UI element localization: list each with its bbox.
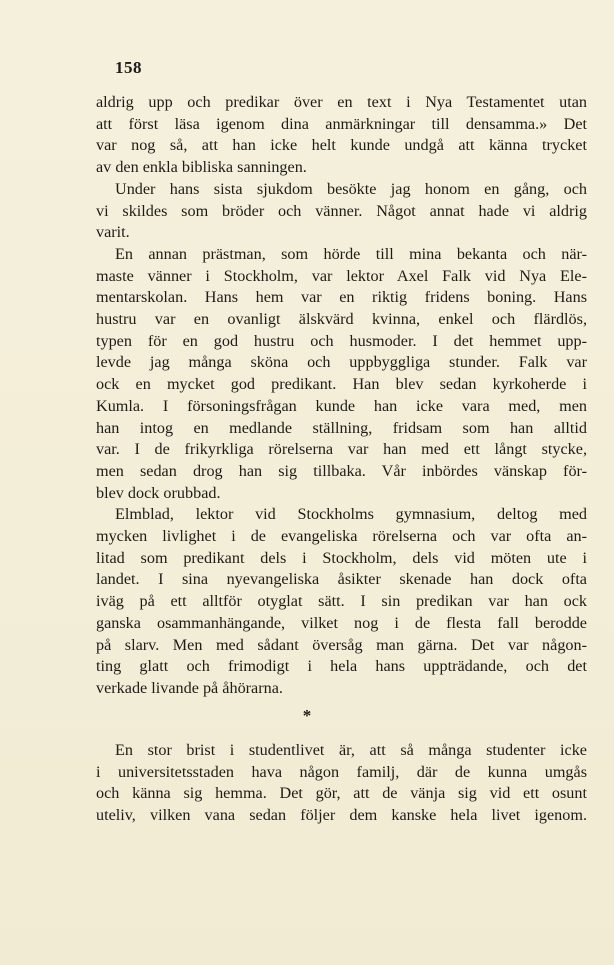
paragraph-line: han intog en medlande ställning, fridsam som han alltid [96, 418, 587, 437]
paragraph-line: av den enkla bibliska sanningen. [96, 158, 307, 177]
paragraph-line: Kumla. I försoningsfrågan kunde han icke vara med, men [96, 396, 587, 415]
paragraph-line: men sedan drog han sig tillbaka. Vår inbördes vänskap för- [96, 461, 587, 480]
paragraph-line: ock en mycket god predikant. Han blev sedan kyrkoherde i [96, 375, 587, 394]
paragraph-line: var. I de frikyrkliga rörelserna var han med ett långt stycke, [96, 440, 587, 459]
paragraph-line: litad som predikant dels i Stockholm, dels vid möten ute i [96, 548, 587, 567]
paragraph-line: varit. [96, 223, 130, 242]
paragraph-line: att först läsa igenom dina anmärkningar till densamma.» Det [96, 114, 587, 133]
paragraph-line: En annan prästman, som hörde till mina bekanta och när- [115, 244, 587, 263]
paragraph-line: ting glatt och frimodigt i hela hans uppträdande, och det [96, 657, 587, 676]
page-number: 158 [115, 58, 142, 77]
paragraph-line: En stor brist i studentlivet är, att så många studenter icke [115, 741, 587, 759]
main-text [96, 92, 587, 700]
paragraph-line: i universitetsstaden hava någon familj, där de kunna umgås [96, 762, 587, 781]
paragraph-line: vi skildes som bröder och vänner. Något annat hade vi aldrig [96, 201, 587, 220]
paragraph-line: iväg på ett alltför otyglat sätt. I sin predikan var han ock [96, 592, 587, 611]
paragraph-line: aldrig upp och predikar över en text i Nya Testamentet utan [96, 93, 587, 111]
paragraph-line: blev dock orubbad. [96, 483, 221, 502]
paragraph-line: var nog så, att han icke helt kunde undgå att känna trycket [96, 136, 587, 155]
paragraph-line: ganska osammanhängande, vilket nog i de flesta fall berodde [96, 613, 587, 632]
paragraph-line: uteliv, vilken vana sedan följer dem kanske hela livet igenom. [96, 806, 587, 825]
paragraph-line: på slarv. Men med sådant översåg man gärna. Det var någon- [96, 635, 587, 654]
paragraph-line: maste vänner i Stockholm, var lektor Axel Falk vid Nya Ele- [96, 266, 587, 285]
paragraph-line: mentarskolan. Hans hem var en riktig fridens boning. Hans [96, 288, 587, 307]
paragraph-line: mycken livlighet i de evangeliska rörelserna och var ofta an- [96, 527, 587, 546]
paragraph-line: Elmblad, lektor vid Stockholms gymnasium, deltog med [115, 505, 587, 524]
closing-text [96, 740, 587, 827]
paragraph-line: hustru var en ovanligt älskvärd kvinna, enkel och flärdlös, [96, 310, 587, 329]
paragraph-line: och känna sig hemma. Det gör, att de vänja sig vid ett osunt [96, 784, 587, 803]
paragraph-line: landet. I sina nyevangeliska åsikter skenade han dock ofta [96, 570, 587, 589]
paragraph-line: verkade livande på åhörarna. [96, 678, 283, 697]
section-separator: * [302, 706, 312, 725]
paragraph-line: levde jag många sköna och uppbyggliga stunder. Falk var [96, 353, 587, 372]
paragraph-line: typen för en god hustru och husmoder. I det hemmet upp- [96, 331, 587, 350]
paragraph-line: Under hans sista sjukdom besökte jag honom en gång, och [115, 179, 587, 198]
